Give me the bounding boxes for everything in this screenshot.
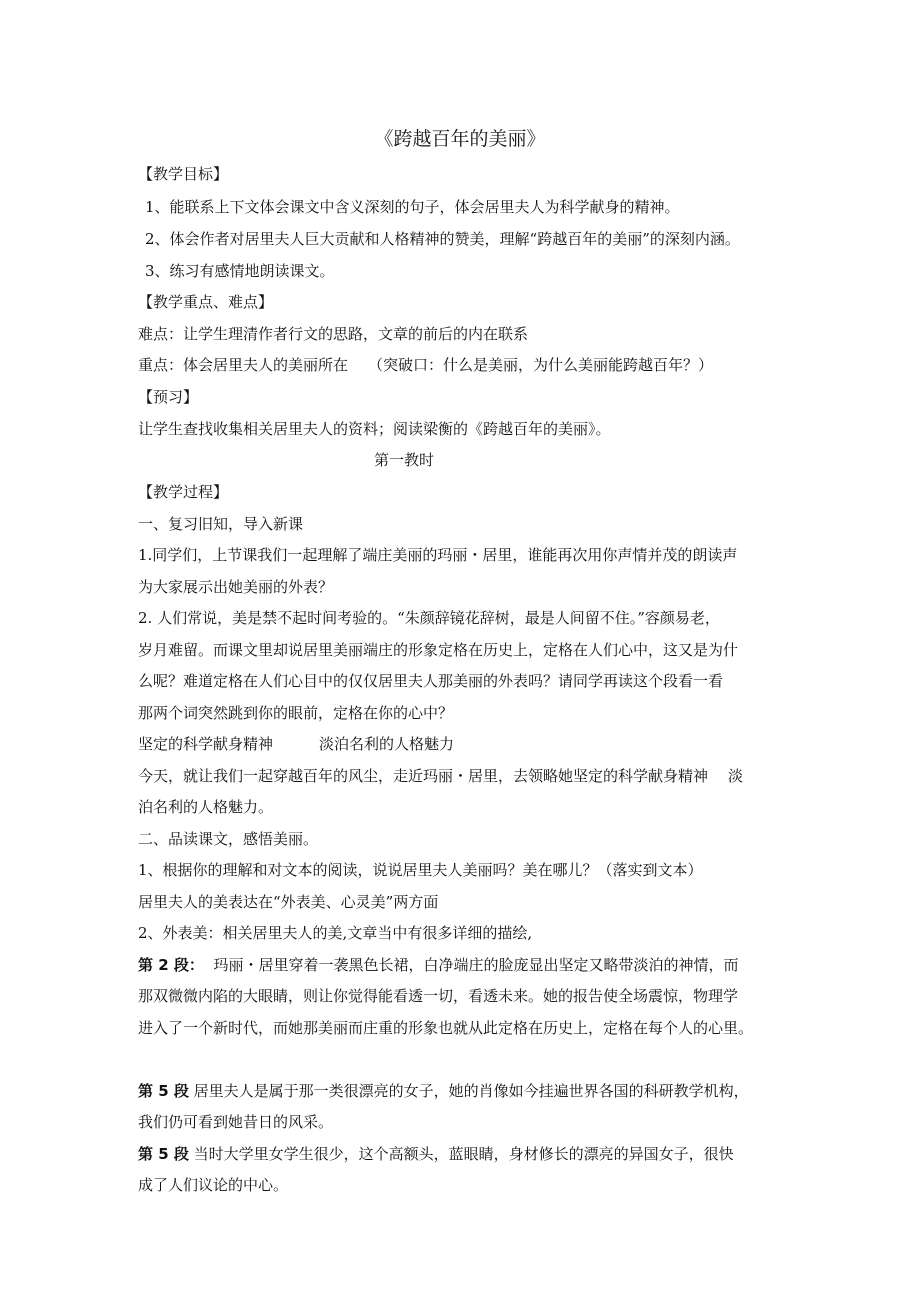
section-heading-process: 【教学过程】 — [138, 483, 229, 501]
para5a-line-1 — [138, 1081, 788, 1101]
p2-line-4: 那两个词突然跳到你的眼前，定格在你的心中？ — [138, 704, 454, 722]
para2-line-2: 那双微微内陷的大眼睛，则让你觉得能看透一切，看透未来。她的报告使全场震惊，物理学 — [138, 987, 739, 1005]
phrase-science-spirit: 坚定的科学献身精神 — [138, 735, 274, 753]
p2-line-1: 2. 人们常说，美是禁不起时间考验的。“朱颜辞镜花辞树，最是人间留不住。”容颜易老， — [138, 609, 720, 627]
p3-line-1-main: 今天，就让我们一起穿越百年的风尘，走近玛丽・居里，去领略她坚定的科学献身精神 — [138, 767, 709, 785]
p1-line-1: 1.同学们，上节课我们一起理解了端庄美丽的玛丽・居里，谁能再次用你声情并茂的朗读声 — [138, 546, 738, 564]
para2-line-3: 进入了一个新时代，而她那美丽而庄重的形象也就从此定格在历史上，定格在每个人的心里。 — [138, 1019, 754, 1037]
p2-line-3: 么呢？难道定格在人们心目中的仅仅居里夫人那美丽的外表吗？请同学再读这个段看一看 — [138, 672, 724, 690]
para5a-text-1: 居里夫人是属于那一类很漂亮的女子，她的肖像如今挂遍世界各国的科研教学机构， — [193, 1082, 749, 1100]
goal-item-2: 2、体会作者对居里夫人巨大贡献和人格精神的赞美，理解“跨越百年的美丽”的深刻内涵。 — [145, 230, 740, 248]
para5b-text-1: 当时大学里女学生很少，这个高额头，蓝眼睛，身材修长的漂亮的异国女子，很快 — [193, 1145, 734, 1163]
goal-item-3: 3、练习有感情地朗读课文。 — [145, 262, 335, 280]
p3-line-1-tail: 淡 — [728, 767, 744, 785]
phrase-personality-charm: 淡泊名利的人格魅力 — [319, 735, 455, 753]
key-point-main: 重点：体会居里夫人的美丽所在 — [138, 356, 349, 374]
para2-label: 第 2 段： — [138, 956, 204, 974]
para5b-line-1 — [138, 1144, 788, 1164]
phrases-line — [138, 734, 788, 754]
goal-item-1: 1、能联系上下文体会课文中含义深刻的句子，体会居里夫人为科学献身的精神。 — [145, 198, 680, 216]
para5b-label: 第 5 段 — [138, 1145, 189, 1163]
document-title: 《跨越百年的美丽》 — [374, 128, 546, 150]
para5a-line-2: 我们仍可看到她昔日的风采。 — [138, 1113, 334, 1131]
part2-heading: 二、品读课文，感悟美丽。 — [138, 830, 319, 848]
key-point-breakthrough: （突破口：什么是美丽，为什么美丽能跨越百年？） — [368, 356, 714, 374]
section-heading-preview: 【预习】 — [138, 388, 199, 406]
para2-line-1 — [138, 955, 788, 975]
p3-line-1 — [138, 766, 788, 786]
p1-line-2: 为大家展示出她美丽的外表？ — [138, 578, 334, 596]
para2-text-1: 玛丽・居里穿着一袭黑色长裙，白净端庄的脸庞显出坚定又略带淡泊的神情，而 — [213, 956, 739, 974]
lesson-label: 第一教时 — [373, 451, 434, 469]
p2-line-2: 岁月难留。而课文里却说居里美丽端庄的形象定格在历史上，定格在人们心中，这又是为什 — [138, 641, 739, 659]
key-point-text — [138, 355, 788, 375]
part1-heading: 一、复习旧知，导入新课 — [138, 515, 304, 533]
section-heading-goals: 【教学目标】 — [138, 165, 229, 183]
difficulty-text: 难点：让学生理清作者行文的思路，文章的前后的内在联系 — [138, 325, 529, 343]
section-heading-key-points: 【教学重点、难点】 — [138, 293, 274, 311]
question-1-answer: 居里夫人的美表达在“外表美、心灵美”两方面 — [138, 893, 439, 911]
para5b-line-2: 成了人们议论的中心。 — [138, 1176, 289, 1194]
question-1: 1、根据你的理解和对文本的阅读，说说居里夫人美丽吗？美在哪儿？（落实到文本） — [138, 861, 703, 879]
p3-line-2: 泊名利的人格魅力。 — [138, 798, 274, 816]
para5a-label: 第 5 段 — [138, 1082, 189, 1100]
question-2: 2、外表美：相关居里夫人的美,文章当中有很多详细的描绘, — [138, 924, 533, 942]
preview-text: 让学生查找收集相关居里夫人的资料；阅读梁衡的《跨越百年的美丽》。 — [138, 420, 611, 438]
